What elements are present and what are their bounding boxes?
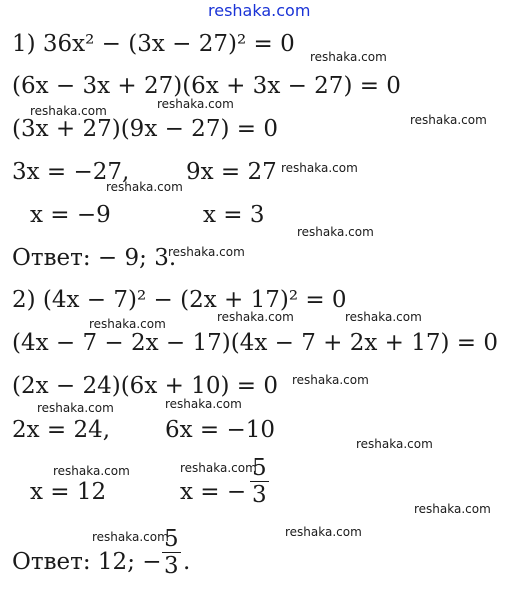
watermark: reshaka.com	[297, 225, 374, 239]
watermark: reshaka.com	[285, 525, 362, 539]
watermark: reshaka.com	[217, 310, 294, 324]
p2-line-4b: 6x = −10	[165, 417, 276, 443]
p1-line-2: (6x − 3x + 27)(6x + 3x − 27) = 0	[12, 73, 401, 99]
watermark: reshaka.com	[157, 97, 234, 111]
fraction-numerator: 5	[164, 526, 179, 552]
watermark: reshaka.com	[89, 317, 166, 331]
p1-line-3: (3x + 27)(9x − 27) = 0	[12, 116, 278, 142]
p2-line-2: (4x − 7 − 2x − 17)(4x − 7 + 2x + 17) = 0	[12, 330, 498, 356]
watermark: reshaka.com	[414, 502, 491, 516]
watermark: reshaka.com	[53, 464, 130, 478]
p2-line-3: (2x − 24)(6x + 10) = 0	[12, 373, 278, 399]
p2-answer-suffix: .	[183, 549, 191, 575]
p2-line-5b-prefix: x = −	[180, 479, 247, 505]
p1-title: 1) 36x² − (3x − 27)² = 0	[12, 31, 295, 57]
watermark: reshaka.com	[180, 461, 257, 475]
watermark: reshaka.com	[281, 161, 358, 175]
fraction-denominator: 3	[252, 482, 267, 508]
watermark: reshaka.com	[92, 530, 169, 544]
watermark: reshaka.com	[106, 180, 183, 194]
watermark: reshaka.com	[37, 401, 114, 415]
fraction-numerator: 5	[252, 455, 267, 481]
watermark: reshaka.com	[356, 437, 433, 451]
watermark: reshaka.com	[165, 397, 242, 411]
watermark: reshaka.com	[410, 113, 487, 127]
top-watermark: reshaka.com	[208, 1, 311, 20]
p1-line-4b: 9x = 27	[186, 159, 277, 185]
p2-line-5a: x = 12	[30, 479, 107, 505]
watermark: reshaka.com	[310, 50, 387, 64]
p2-answer-prefix: Ответ: 12; −	[12, 549, 162, 575]
p1-line-5a: x = −9	[30, 202, 111, 228]
watermark: reshaka.com	[30, 104, 107, 118]
p1-answer: Ответ: − 9; 3.	[12, 245, 177, 271]
watermark: reshaka.com	[292, 373, 369, 387]
p2-title: 2) (4x − 7)² − (2x + 17)² = 0	[12, 287, 347, 313]
watermark: reshaka.com	[345, 310, 422, 324]
p1-line-5b: x = 3	[203, 202, 265, 228]
watermark: reshaka.com	[168, 245, 245, 259]
fraction-denominator: 3	[164, 553, 179, 579]
p1-line-4a: 3x = −27,	[12, 159, 130, 185]
p2-line-4a: 2x = 24,	[12, 417, 111, 443]
